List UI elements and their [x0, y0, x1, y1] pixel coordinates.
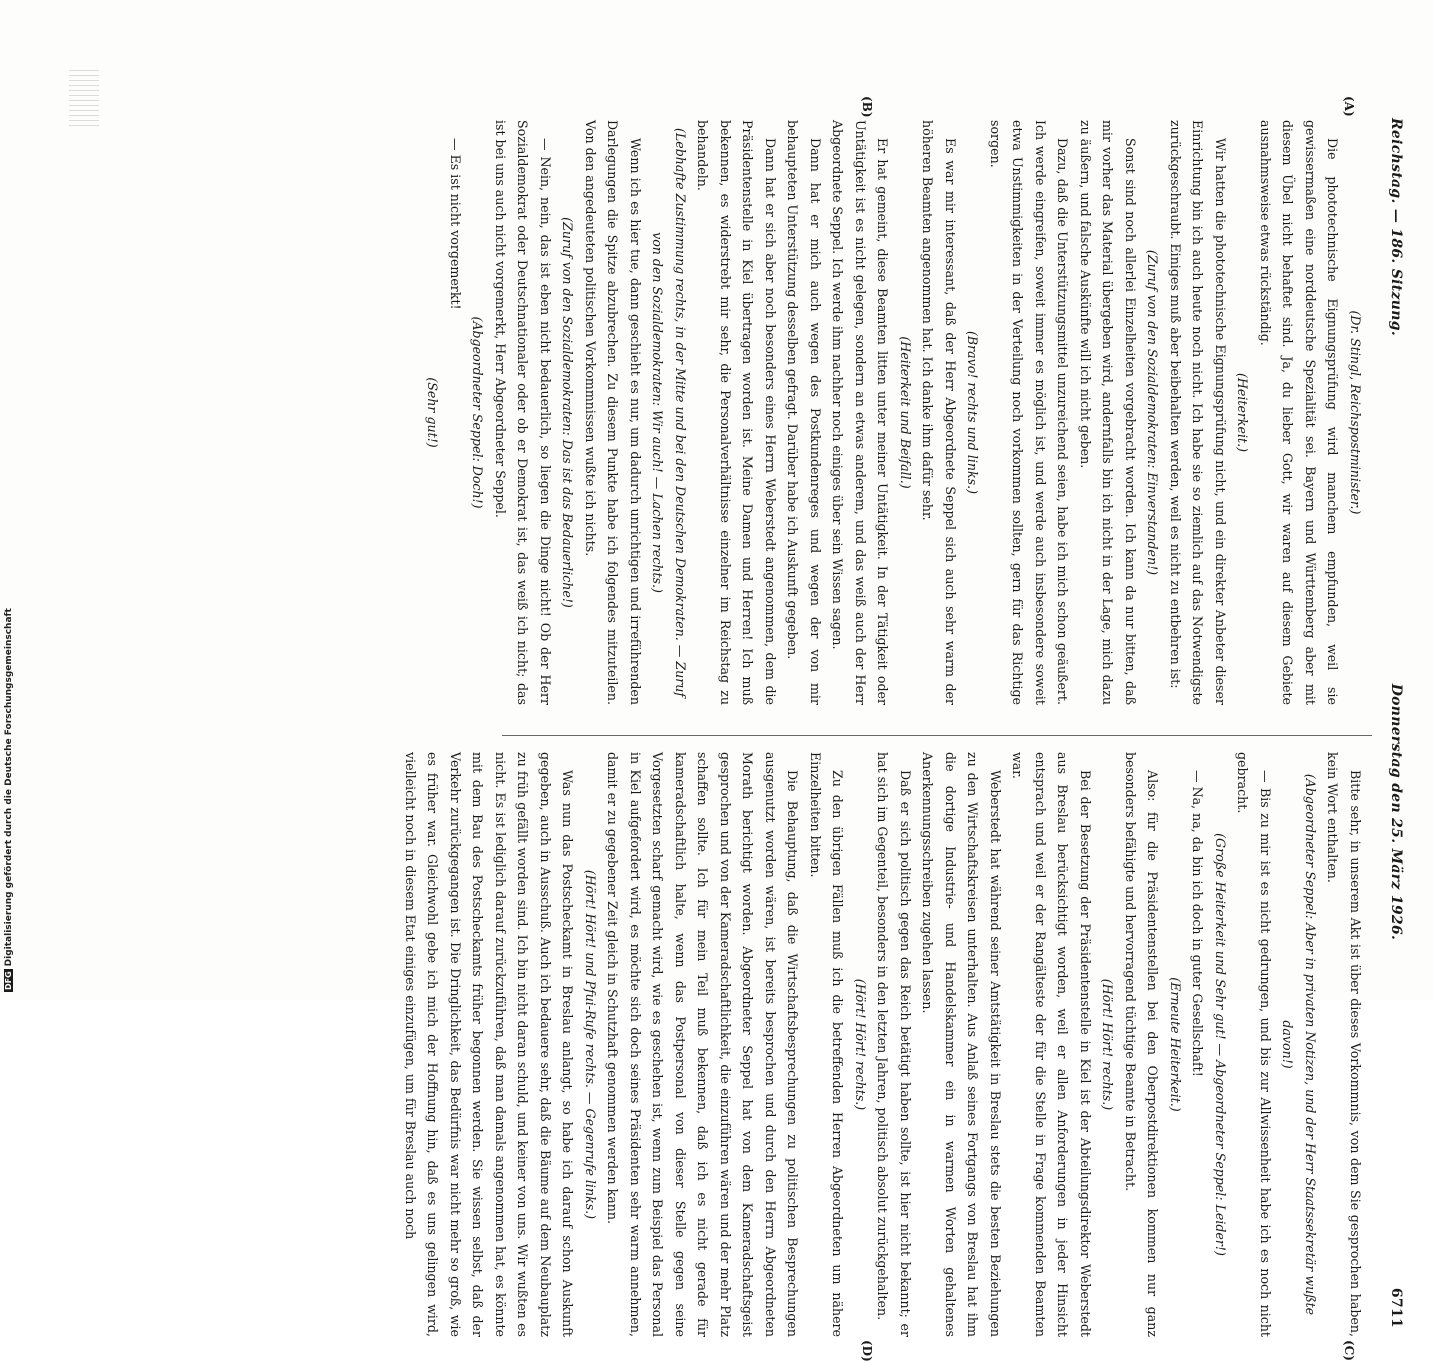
digitization-credit — [4, 12, 14, 992]
paragraph: Bitte sehr, in unserem Akt ist über dieses Vorkommnis, von dem Sie gesprochen haben, kein Wort enthalten. — [1325, 752, 1363, 1337]
page-header — [1388, 118, 1404, 1328]
margin-marker-c: (C) — [1342, 1340, 1356, 1361]
interjection: (Lebhafte Zustimmung rechts, in der Mitte und bei den Deutschen Demokraten. — Zuruf von den Sozialdemokraten: Wir auch! — Lachen rechts.) — [650, 127, 688, 697]
interjection: (Hört! Hört! und Pfui-Rufe rechts. — Gegenrufe links.) — [583, 869, 598, 1220]
margin-marker-d: (D) — [860, 1340, 874, 1362]
speaker-line: (Dr. Stingl, Reichspostminister.) — [1348, 310, 1363, 515]
interjection: (Heiterkeit.) — [1235, 373, 1251, 452]
paragraph: Die phototechnische Eignungsprüfung wird manchem empfunden, weil sie gewissermaßen eine norddeutsche Spezialität sei. Bayern und Württemberg aber mit diesem Übel nicht behaftet sind. Ja, du lieber Gott, wir waren auf diesem Gebiete ausnahmsweise etwas rückständig. — [1258, 120, 1341, 705]
page-number: 6711 — [1388, 1287, 1404, 1328]
interjection: (Sehr gut!) — [425, 377, 441, 448]
scan-artifact — [69, 70, 99, 130]
paragraph: Die Behauptung, daß die Wirtschaftsbesprechungen zu politischen Besprechungen ausgenutzt worden wären, ist bereits besprochen und durch den Herrn Abgeordneten Morath berichtigt worden. Abgeordneter Seppel hat von dem Kameradschaftsgeist gesprochen und von der Kameradschaftlichkeit, die einzuführen wären und der mehr Platz schaffen sollte. Ich für mein Teil muß bekennen, daß ich es nicht gerade für kameradschaftlich halte, wenn das Postpersonal von dieser Stelle gegen seine Vorgesetzten scharf gemacht wird, wie es geschehen ist, wenn zum Beispiel das Personal in Kiel aufgefordert wird, es möchte sich doch seines Präsidenten sehr warm annehmen, damit er zu gegebener Zeit gleich in Schutzhaft genommen werden kann. — [605, 752, 801, 1337]
paragraph: Er hat gemeint, diese Beamten litten unter meiner Untätigkeit. In der Tätigkeit oder Untätigkeit ist es nicht gelegen, sondern an etwas anderem, und das weiß auch der Herr Abgeordnete Seppel. Ich werde ihm nachher noch einiges über sein Wissen sagen. — [830, 120, 891, 705]
paragraph: Es war mir interessant, daß der Herr Abgeordnete Seppel sich auch sehr warm der höheren Beamten angenommen hat. Ich danke ihm dafür sehr. — [920, 120, 958, 705]
right-column — [399, 752, 1367, 1337]
header-left: Reichstag. — 186. Sitzung. — [1388, 118, 1404, 337]
paragraph: Zu den übrigen Fällen muß ich die betreffenden Herren Abgeordneten um nähere Einzelheiten bitten. — [808, 752, 846, 1337]
paragraph: Also: für die Präsidentenstellen bei den Oberpostdirektionen kommen nur ganz besonders befähigte und hervorragend tüchtige Beamte in Betracht. — [1123, 752, 1161, 1337]
paragraph: Weberstedt hat während seiner Amtstätigkeit in Breslau stets die besten Beziehungen zu den Wirtschaftskreisen unterhalten. Aus Anlaß seines Fortgangs von Breslau hat ihm die dortige Industrie- und Handelskammer ein in warmen Worten gehaltenes Anerkennungsschreiben zugehen lassen. — [920, 752, 1003, 1337]
interjection: (Abgeordneter Seppel: Doch!) — [470, 316, 486, 509]
paragraph: Daß er sich politisch gegen das Reich betätigt haben sollte, ist hier nicht bekannt; er hat sich im Gegenteil, besonders in den letzten Jahren, politisch absolut zurückgehalten. — [875, 752, 913, 1337]
paragraph: Dann hat er mich auch wegen des Postkundenreges und wegen der von mir behaupteten Unterstützung desselben gefragt. Darüber habe ich Auskunft gegeben. — [785, 120, 823, 705]
paragraph: Wenn ich es hier tue, dann geschieht es nur, um dadurch unrichtigen und irreführenden Darlegungen die Spitze abzubrechen. Zu diesem Punkte habe ich folgendes mitzuteilen. Von den angedeuteten politischen Vorkommnissen wußte ich nichts. — [583, 120, 643, 705]
paragraph: Dazu, daß die Unterstützungsmittel unzureichend seien, habe ich mich schon geäußert. Ich werde eingreifen, soweit immer es möglich ist, und werde auch insbesondere soweit etwa Unstimmigkeiten in der Verteilung noch vorkommen sollten, gern für das Richtige sorgen. — [988, 120, 1071, 705]
interjection: (Hört! Hört! rechts.) — [1100, 978, 1116, 1111]
interjection: (Erneute Heiterkeit.) — [1168, 977, 1183, 1112]
interjection: (Hört! Hört! rechts.) — [853, 978, 868, 1111]
paragraph: Sonst sind noch allerlei Einzelheiten vorgebracht worden. Ich kann da nur bitten, daß mir vorher das Material übergeben wird, andernfalls bin ich nicht in der Lage, mich dazu zu äußern, und falsche Auskünfte will ich nicht geben. — [1078, 120, 1138, 705]
paragraph: Wir hatten die phototechnische Eignungsprüfung nicht, und ein direkter Anbeter dieser Einrichtung bin ich auch heute noch nicht. Ich habe sie so ziemlich auf das Notwendigste zurückgeschraubt. Einiges muß aber beibehalten werden, weil es nicht zu entbehren ist: — [1168, 120, 1228, 705]
margin-marker-a: (A) — [1342, 96, 1356, 117]
interjection: (Zuruf von den Sozialdemokraten: Das ist das Bedauerliche!) — [560, 217, 576, 608]
left-column — [421, 120, 1366, 705]
interjection: (Zuruf von den Sozialdemokraten: Einverstanden!) — [1145, 249, 1161, 576]
paragraph: — Es ist nicht vorgemerkt! — [448, 138, 463, 310]
margin-marker-b: (B) — [860, 96, 874, 118]
paragraph: — Nein, nein, das ist eben nicht bedauerlich, so liegen die Dinge nicht! Ob der Herr Sozialdemokrat oder Deutschnationaler oder ob er Demokrat ist, das weiß ich nicht; das ist bei uns auch nicht vorgemerkt, Herr Abgeordneter Seppel. — [493, 120, 553, 705]
digitization-credit-text: Digitalisierung gefördert durch die Deutsche Forschungsgemeinschaft — [4, 608, 14, 967]
header-right: Donnerstag den 25. März 1926. — [1388, 683, 1404, 941]
interjection: (Bravo! rechts und links.) — [965, 330, 981, 495]
interjection: (Heiterkeit und Beifall.) — [898, 336, 913, 489]
paragraph: — Na, na, da bin ich doch in guter Gesellschaft! — [1190, 770, 1206, 1077]
interjection: (Große Heiterkeit und Sehr gut! — Abgeordneter Seppel: Leider!) — [1213, 833, 1228, 1256]
paragraph: — Bis zu mir ist es nicht gedrungen, und bis zur Allwissenheit habe ich es noch nicht gebracht. — [1235, 752, 1273, 1337]
dfg-logo: DFG — [4, 971, 13, 990]
paragraph: Was nun das Postscheckamt in Breslau anlangt, so habe ich darauf schon Auskunft gegeben, auch in Ausschuß. Auch ich bedauere sehr, daß die Bäume auf dem Neubauplatz zu früh gefällt worden sind. Ich bin nicht daran schuld, und keiner von uns. Wir wußten es nicht. Es ist lediglich darauf zurückzuführen, daß man damals angenommen hat, es könnte mit dem Bau des Postscheckamts früher begonnen werden. Sie wissen selbst, daß der Verkehr zurückgegangen ist. Die Dringlichkeit, das Bedürfnis war nicht mehr so groß, wie es früher war. Gleichwohl gebe ich mich der Hoffnung hin, daß es uns gelingen wird, vielleicht noch in diesem Etat einiges einzufügen, um für Breslau auch noch — [403, 752, 576, 1337]
paragraph: Bei der Besetzung der Präsidentenstelle in Kiel ist der Abteilungsdirektor Weberstedt aus Breslau berücksichtigt worden, weil er allen Anforderungen in jeder Hinsicht entsprach und weil er der Rangälteste der für die Stelle in Frage kommenden Beamten war. — [1010, 752, 1093, 1337]
column-divider — [502, 735, 1372, 736]
interjection: (Abgeordneter Seppel: Aber in privaten Notizen, und der Herr Staatssekretär wußte davon!) — [1280, 773, 1318, 1316]
paragraph: Dann hat er sich aber noch besonders eines Herrn Weberstedt angenommen, dem die Präsidentenstelle in Kiel übertragen worden ist. Meine Damen und Herren! Ich muß bekennen, es widerstrebt mir sehr, die Personalverhältnisse einzelner im Reichstag zu behandeln. — [695, 120, 778, 705]
